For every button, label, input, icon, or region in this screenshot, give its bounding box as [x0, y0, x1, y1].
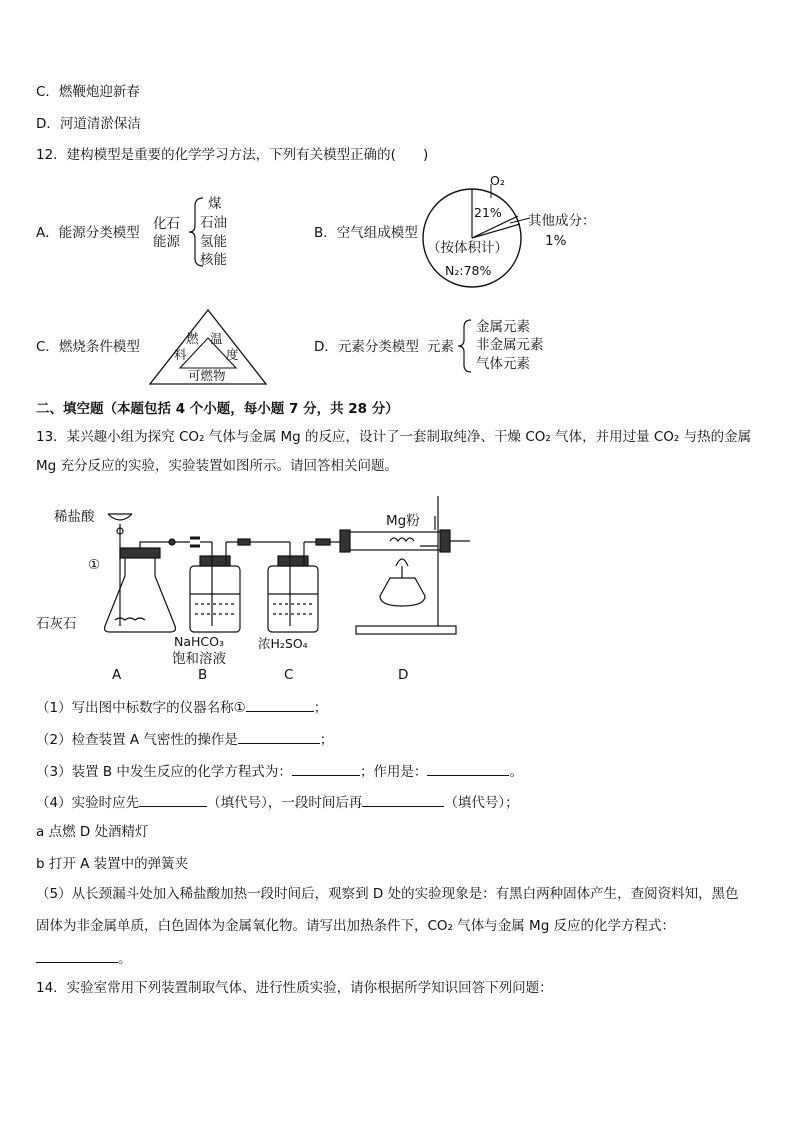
q13-sub-5-line1: （5）从长颈漏斗处加入稀盐酸加热一段时间后，观察到 D 处的实验现象是：有黑白两种固体产生，查阅资料知，黑色	[36, 886, 739, 902]
q12-a-item-4: 核能	[200, 252, 227, 268]
q12-a-group1: 化石	[153, 216, 180, 232]
q13-letter-b: B	[198, 667, 208, 683]
q13-sub-4-end: （填代号）；	[444, 795, 519, 811]
q13-sub-3-end: 。	[509, 764, 523, 780]
q13-sub-5-line2: 固体为非金属单质，白色固体为金属氧化物。请写出加热条件下，CO₂ 气体与金属 Mg 反应的化学方程式：	[36, 918, 676, 934]
q12-stem: 12．建构模型是重要的化学学习方法，下列有关模型正确的( )	[36, 147, 429, 163]
q12-c-left-1: 燃	[186, 331, 199, 346]
q13-sub-3-blank-2[interactable]	[427, 761, 509, 776]
q12-b-n2: N₂:78%	[445, 263, 492, 278]
q13-sub-4-mid: （填代号），一段时间后再	[207, 795, 363, 811]
q12-d-item-3: 气体元素	[476, 356, 530, 372]
q12-a-item-2: 石油	[200, 215, 227, 231]
q13-sub-1-end: ；	[313, 700, 328, 716]
q13-opt-a: a 点燃 D 处酒精灯	[36, 824, 149, 840]
q12-b-label: B．空气组成模型	[314, 225, 418, 241]
q13-circle-1: ①	[88, 557, 101, 573]
q12-d-label: D．元素分类模型	[314, 339, 419, 355]
q14-stem: 14．实验室常用下列装置制取气体、进行性质实验，请你根据所学知识回答下列问题：	[36, 980, 553, 996]
q12-c-right-2: 度	[226, 347, 239, 362]
q12-a-group2: 能源	[153, 234, 180, 250]
q13-b-reagent-1: NaHCO₃	[174, 634, 224, 649]
q13-letter-d: D	[398, 667, 409, 683]
q13-letter-c: C	[284, 667, 294, 683]
q12-b-o2-pointer	[486, 184, 496, 200]
q13-sub-1-text: （1）写出图中标数字的仪器名称①	[36, 700, 246, 716]
q12-a-label: A．能源分类模型	[36, 225, 140, 241]
q13-sub-2-text: （2）检查装置 A 气密性的操作是	[36, 732, 238, 748]
q12-d-brace	[455, 318, 475, 374]
q13-sub-2	[36, 729, 333, 749]
q12-c-left-2: 料	[174, 347, 187, 362]
q13-sub-5-blank[interactable]	[36, 948, 118, 963]
q13-sub-1-blank[interactable]	[246, 697, 314, 712]
q13-opt-b: b 打开 A 装置中的弹簧夹	[36, 856, 189, 872]
q13-sub-4-text: （4）实验时应先	[36, 795, 140, 811]
q13-sub-1	[36, 697, 327, 717]
q12-d-item-1: 金属元素	[476, 319, 530, 335]
q12-c-bottom: 可燃物	[188, 368, 226, 383]
q13-sub-4-blank-1[interactable]	[139, 792, 207, 807]
q13-sub-3	[36, 761, 523, 781]
q12-a-item-1: 煤	[208, 196, 222, 212]
q11-option-d: D．河道清淤保洁	[36, 116, 141, 132]
section-heading: 二、填空题（本题包括 4 个小题，每小题 7 分，共 28 分）	[36, 401, 399, 417]
q12-c-label: C．燃烧条件模型	[36, 339, 140, 355]
q12-b-other-pct: 1%	[545, 233, 567, 249]
q13-sub-4	[36, 792, 519, 812]
q12-d-root: 元素	[427, 339, 454, 355]
q13-sub-2-end: ；	[319, 732, 334, 748]
q12-b-o2-pct: 21%	[474, 205, 502, 220]
q13-stem-line1: 13．某兴趣小组为探究 CO₂ 气体与金属 Mg 的反应，设计了一套制取纯净、干燥 CO₂ 气体，并用过量 CO₂ 与热的金属	[36, 429, 752, 445]
q13-c-reagent: 浓H₂SO₄	[258, 636, 308, 651]
q11-option-c: C．燃鞭炮迎新春	[36, 84, 140, 100]
q13-sub-5-answer	[36, 948, 132, 968]
q13-stone-label: 石灰石	[36, 616, 77, 632]
q13-acid-label: 稀盐酸	[54, 509, 95, 525]
q13-sub-3-mid: ；作用是：	[359, 764, 428, 780]
q12-b-o2: O₂	[490, 173, 505, 188]
q13-sub-3-text: （3）装置 B 中发生反应的化学方程式为：	[36, 764, 292, 780]
q13-sub-2-blank[interactable]	[238, 729, 320, 744]
q12-a-item-3: 氢能	[200, 234, 227, 250]
q12-c-right-1: 温	[210, 331, 223, 346]
q13-mg-label: Mg粉	[386, 513, 420, 529]
q12-b-other: 其他成分：	[528, 213, 596, 229]
q13-sub-4-blank-2[interactable]	[362, 792, 444, 807]
q12-b-center: （按体积计）	[427, 240, 508, 256]
q12-d-item-2: 非金属元素	[476, 337, 544, 353]
q13-b-reagent-2: 饱和溶液	[172, 651, 226, 667]
q13-letter-a: A	[112, 667, 122, 683]
q13-stem-line2: Mg 充分反应的实验，实验装置如图所示。请回答相关问题。	[36, 458, 399, 474]
q13-sub-5-end: 。	[118, 951, 132, 967]
q13-sub-3-blank-1[interactable]	[292, 761, 360, 776]
